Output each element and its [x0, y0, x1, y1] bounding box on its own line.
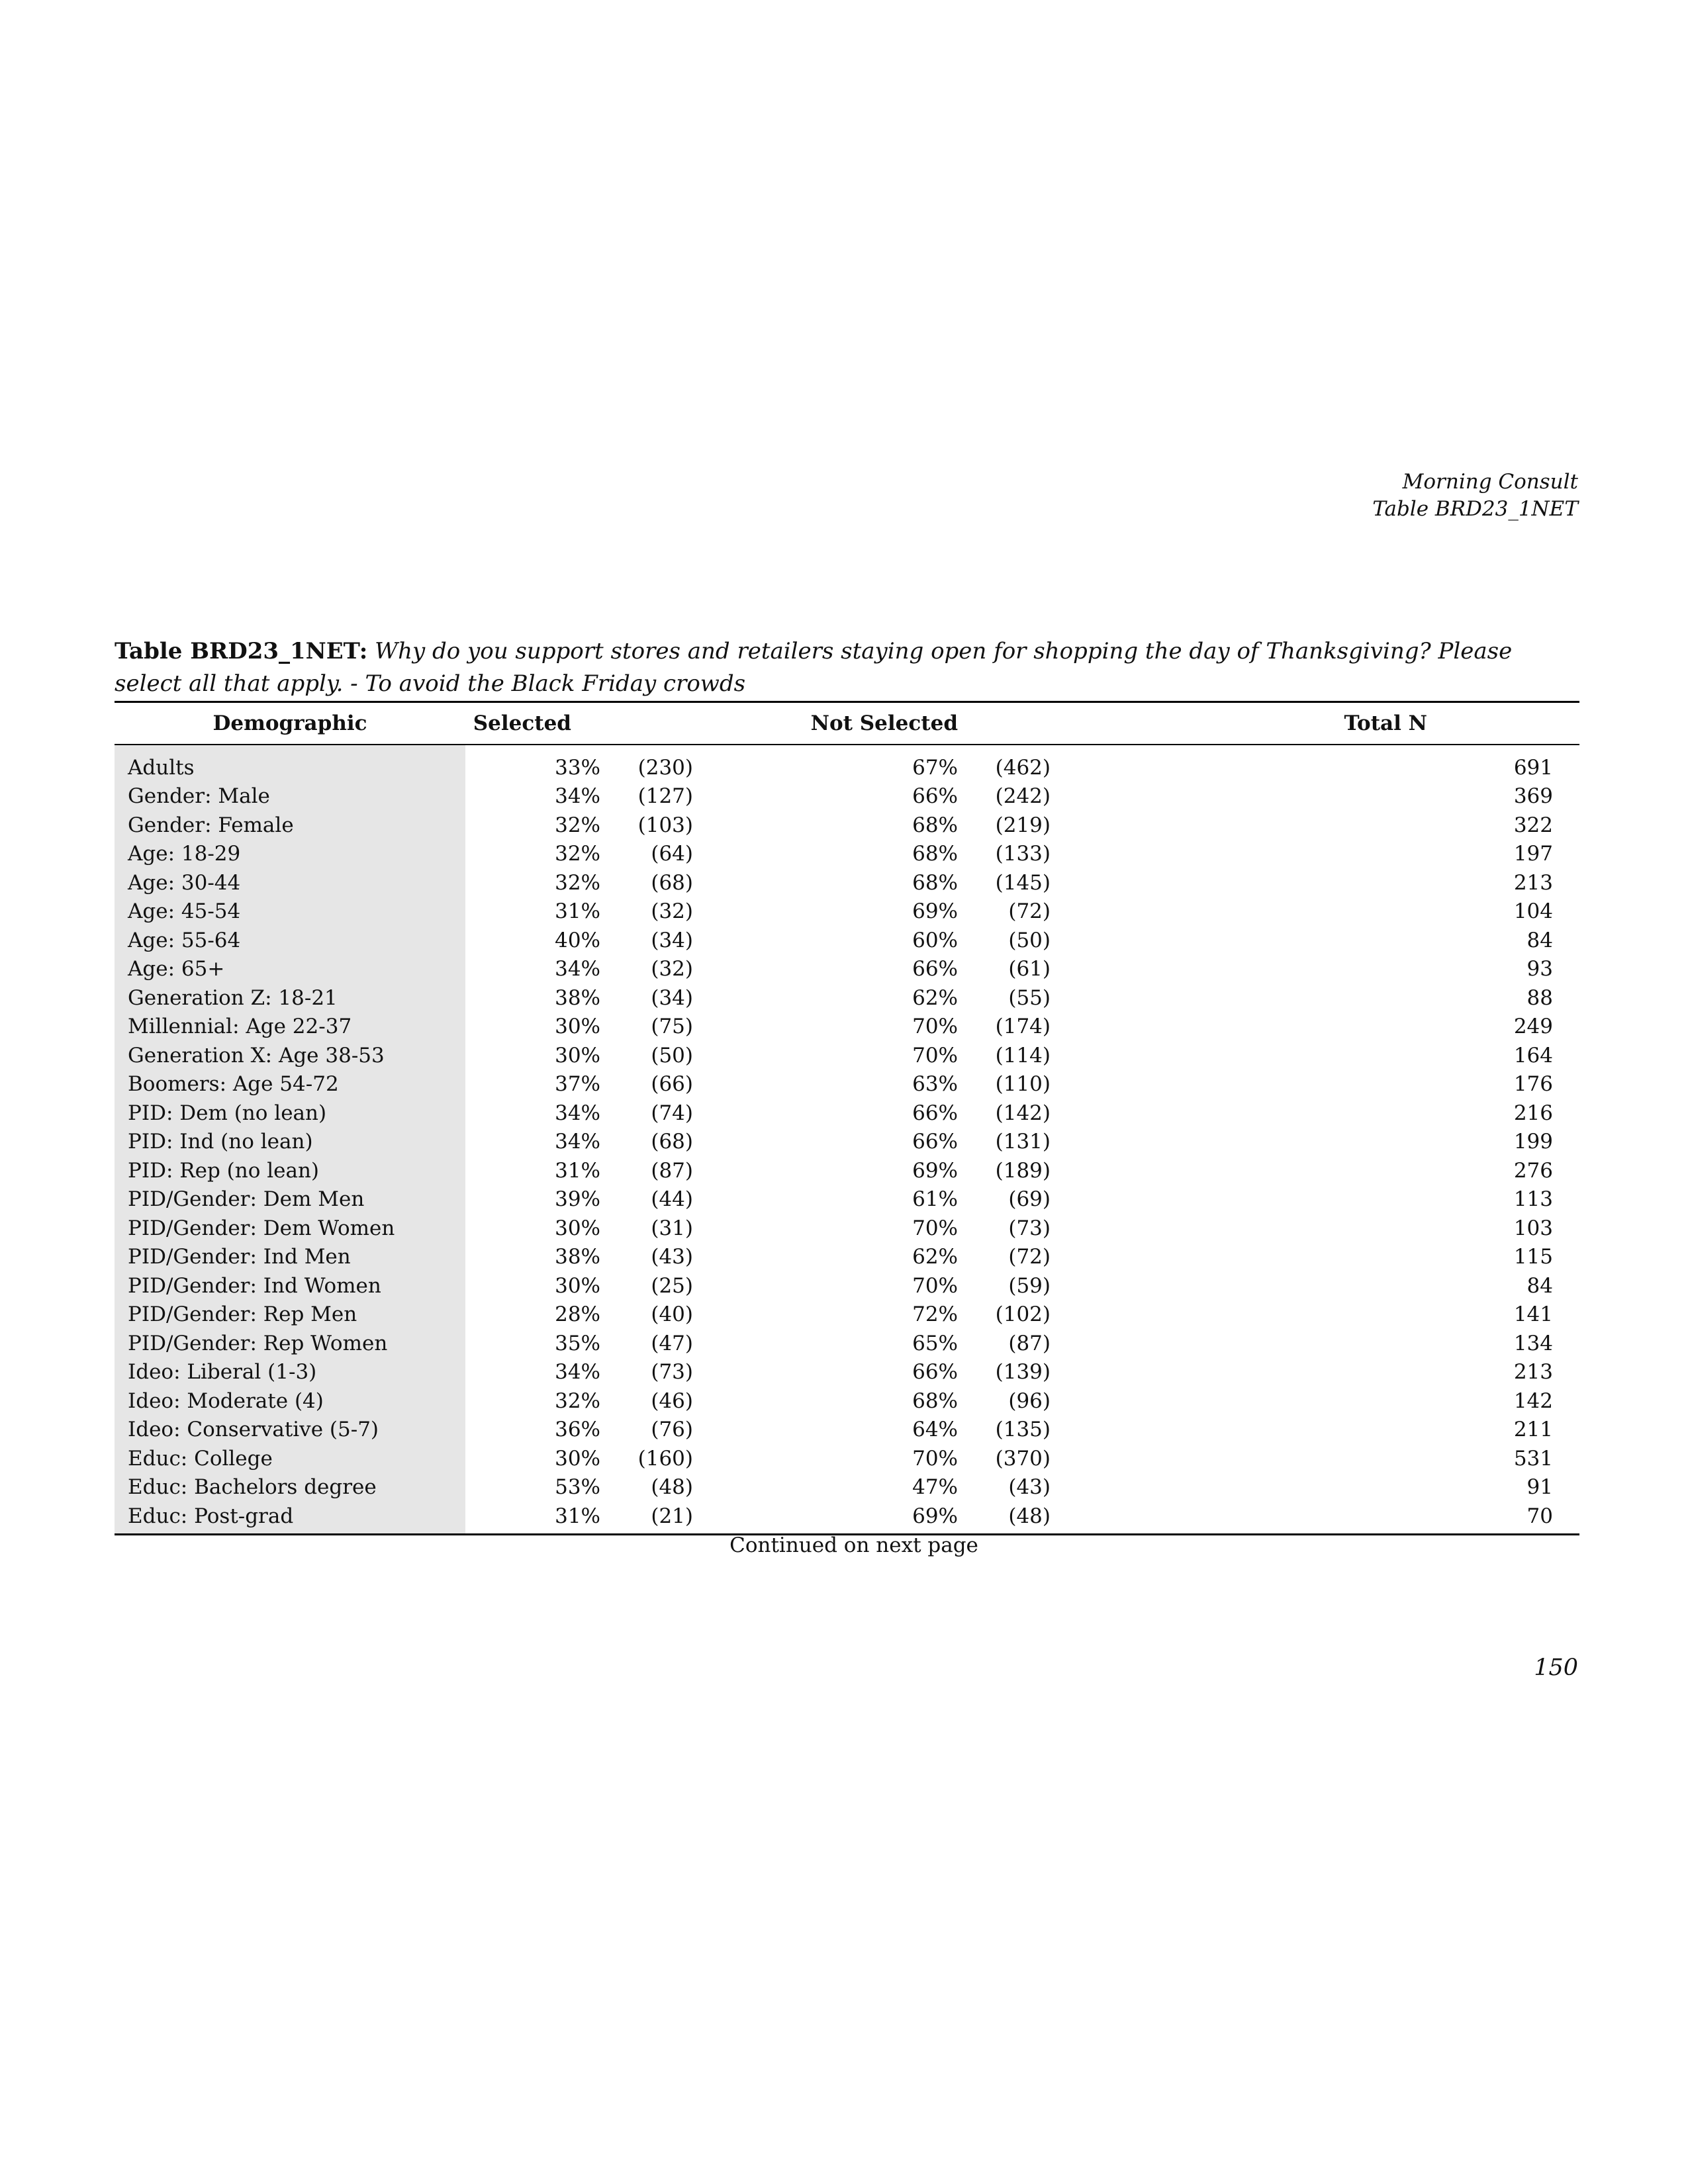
table-row: [115, 1502, 1579, 1534]
row-total-n: 369: [1513, 784, 1553, 809]
row-total-n: 691: [1513, 755, 1553, 780]
table-row: [115, 1128, 1579, 1157]
row-selected-n: (230): [637, 755, 693, 780]
row-spacer: [465, 840, 475, 869]
row-not-selected-pct: 68%: [912, 842, 958, 866]
row-demographic: Age: 45-54: [115, 897, 465, 927]
row-selected-n: (44): [651, 1187, 693, 1212]
row-not-selected-pct: 64%: [912, 1418, 958, 1442]
crosstab-table: [115, 701, 1579, 1535]
row-spacer: [465, 1041, 475, 1070]
row-demographic: PID: Dem (no lean): [115, 1099, 465, 1128]
col-header-total-n: Total N: [1051, 702, 1579, 745]
row-not-selected-n: (59): [1008, 1273, 1051, 1298]
row-selected-pct: 38%: [555, 985, 600, 1010]
row-not-selected-n: (69): [1008, 1187, 1051, 1212]
row-selected-n: (103): [637, 813, 693, 837]
row-selected-n: (46): [651, 1388, 693, 1413]
row-selected-pct: 32%: [555, 1388, 600, 1413]
row-selected-pct: 38%: [555, 1245, 600, 1269]
row-selected-pct: 30%: [555, 1015, 600, 1039]
row-spacer: [465, 868, 475, 897]
row-demographic: PID/Gender: Dem Women: [115, 1214, 465, 1243]
row-total-n: 134: [1513, 1331, 1553, 1355]
row-selected-n: (74): [651, 1101, 693, 1125]
row-selected-pct: 40%: [555, 928, 600, 952]
row-selected-pct: 31%: [555, 1158, 600, 1183]
row-not-selected-pct: 69%: [693, 1502, 958, 1534]
row-selected-pct: 34%: [555, 1101, 600, 1125]
row-not-selected-pct: 60%: [912, 928, 958, 952]
row-selected-n: (87): [651, 1158, 693, 1183]
table-row: [115, 868, 1579, 897]
table-row: [115, 1243, 1579, 1272]
row-demographic: PID/Gender: Rep Men: [115, 1300, 465, 1330]
row-not-selected-pct: 66%: [912, 1130, 958, 1154]
row-selected-n: (34): [651, 928, 693, 952]
continued-note: Continued on next page: [729, 1533, 978, 1557]
row-selected-pct: 33%: [555, 755, 600, 780]
row-selected-n: (73): [651, 1360, 693, 1385]
row-demographic: Ideo: Conservative (5-7): [115, 1416, 465, 1445]
row-not-selected-pct: 70%: [912, 1446, 958, 1471]
row-spacer: [465, 1329, 475, 1358]
page-number: 150: [1534, 1655, 1578, 1681]
row-selected-n: (76): [651, 1418, 693, 1442]
row-not-selected-n: (110): [995, 1072, 1051, 1097]
table-row: [115, 1358, 1579, 1387]
row-not-selected-pct: 70%: [912, 1216, 958, 1240]
table-row: [115, 1013, 1579, 1042]
row-not-selected-n: (114): [995, 1043, 1051, 1068]
row-demographic: Boomers: Age 54-72: [115, 1070, 465, 1099]
row-selected-pct: 30%: [555, 1446, 600, 1471]
row-selected-n: (32): [651, 899, 693, 924]
row-total-n: 88: [1526, 985, 1553, 1010]
row-not-selected-n: (96): [1008, 1388, 1051, 1413]
row-selected-pct: 31%: [475, 1502, 600, 1534]
row-not-selected-pct: 70%: [912, 1043, 958, 1068]
row-not-selected-pct: 61%: [912, 1187, 958, 1212]
row-not-selected-pct: 47%: [912, 1475, 958, 1500]
row-not-selected-n: (50): [1008, 928, 1051, 952]
row-not-selected-n: (142): [995, 1101, 1051, 1125]
row-total-n: 322: [1513, 813, 1553, 837]
row-demographic: Adults: [115, 745, 465, 782]
row-selected-pct: 34%: [555, 1360, 600, 1385]
row-not-selected-pct: 68%: [912, 813, 958, 837]
row-demographic: Educ: Bachelors degree: [115, 1473, 465, 1502]
row-spacer: [465, 1243, 475, 1272]
row-spacer: [465, 1185, 475, 1214]
row-selected-pct: 32%: [555, 813, 600, 837]
row-total-n: 213: [1513, 870, 1553, 895]
row-total-n: 103: [1513, 1216, 1553, 1240]
row-total-n: 115: [1513, 1245, 1553, 1269]
row-not-selected-n: (102): [995, 1302, 1051, 1327]
row-demographic: PID/Gender: Ind Men: [115, 1243, 465, 1272]
row-spacer: [465, 897, 475, 927]
row-not-selected-n: (73): [1008, 1216, 1051, 1240]
caption-question: Why do you support stores and retailers staying open for shopping the day of Thanksgiving? Please select all that apply. - To avoid the Black Friday crowds: [115, 638, 1513, 697]
row-spacer: [465, 955, 475, 984]
table-row: [115, 1387, 1579, 1416]
row-demographic: Gender: Female: [115, 811, 465, 840]
row-not-selected-n: (48): [958, 1502, 1051, 1534]
row-not-selected-n: (139): [995, 1360, 1051, 1385]
row-not-selected-pct: 62%: [912, 985, 958, 1010]
row-not-selected-n: (135): [995, 1418, 1051, 1442]
row-spacer: [465, 811, 475, 840]
row-demographic: Age: 18-29: [115, 840, 465, 869]
row-not-selected-pct: 66%: [912, 1101, 958, 1125]
row-not-selected-n: (370): [995, 1446, 1051, 1471]
row-not-selected-pct: 63%: [912, 1072, 958, 1097]
col-header-demographic: Demographic: [115, 702, 465, 745]
row-demographic: PID/Gender: Dem Men: [115, 1185, 465, 1214]
row-not-selected-n: (219): [995, 813, 1051, 837]
row-selected-pct: 32%: [555, 870, 600, 895]
row-total-n: 93: [1526, 957, 1553, 981]
row-demographic: PID: Ind (no lean): [115, 1128, 465, 1157]
row-selected-pct: 39%: [555, 1187, 600, 1212]
row-selected-n: (21): [600, 1502, 693, 1534]
row-demographic: PID/Gender: Rep Women: [115, 1329, 465, 1358]
table-row: [115, 840, 1579, 869]
row-selected-n: (68): [651, 870, 693, 895]
row-selected-pct: 28%: [555, 1302, 600, 1327]
row-total-n: 249: [1513, 1015, 1553, 1039]
row-not-selected-n: (72): [1008, 899, 1051, 924]
row-total-n: 276: [1513, 1158, 1553, 1183]
table-row: [115, 1214, 1579, 1243]
row-selected-n: (127): [637, 784, 693, 809]
row-selected-n: (64): [651, 842, 693, 866]
row-selected-n: (43): [651, 1245, 693, 1269]
row-not-selected-pct: 70%: [912, 1015, 958, 1039]
row-selected-pct: 32%: [555, 842, 600, 866]
row-spacer: [465, 745, 475, 782]
table-caption: [115, 635, 1579, 700]
row-demographic: PID: Rep (no lean): [115, 1156, 465, 1185]
row-total-n: 142: [1513, 1388, 1553, 1413]
row-spacer: [465, 1099, 475, 1128]
table-row: [115, 1329, 1579, 1358]
row-demographic: Educ: College: [115, 1444, 465, 1473]
table-row: [115, 1185, 1579, 1214]
row-spacer: [465, 1444, 475, 1473]
row-spacer: [465, 1271, 475, 1300]
row-not-selected-pct: 68%: [912, 870, 958, 895]
row-spacer: [465, 782, 475, 811]
row-spacer: [465, 983, 475, 1013]
row-selected-n: (48): [651, 1475, 693, 1500]
row-total-n: 164: [1513, 1043, 1553, 1068]
row-total-n: 199: [1513, 1130, 1553, 1154]
row-spacer: [465, 1473, 475, 1502]
row-spacer: [465, 1156, 475, 1185]
row-demographic: Generation X: Age 38-53: [115, 1041, 465, 1070]
row-not-selected-n: (133): [995, 842, 1051, 866]
row-selected-n: (75): [651, 1015, 693, 1039]
row-total-n: 216: [1513, 1101, 1553, 1125]
table-row: [115, 983, 1579, 1013]
row-spacer: [465, 1358, 475, 1387]
row-not-selected-n: (145): [995, 870, 1051, 895]
row-demographic: Gender: Male: [115, 782, 465, 811]
table-row: [115, 926, 1579, 955]
row-demographic: Age: 55-64: [115, 926, 465, 955]
row-demographic: Educ: Post-grad: [115, 1502, 465, 1534]
row-total-n: 104: [1513, 899, 1553, 924]
table-row: [115, 1416, 1579, 1445]
table-row: [115, 1444, 1579, 1473]
row-not-selected-pct: 62%: [912, 1245, 958, 1269]
row-demographic: Ideo: Liberal (1-3): [115, 1358, 465, 1387]
row-total-n: 531: [1513, 1446, 1553, 1471]
row-selected-n: (50): [651, 1043, 693, 1068]
table-row: [115, 811, 1579, 840]
row-total-n: 113: [1513, 1187, 1553, 1212]
running-header: [1115, 469, 1578, 523]
row-spacer: [465, 926, 475, 955]
row-selected-pct: 34%: [555, 784, 600, 809]
row-selected-n: (32): [651, 957, 693, 981]
table-row: [115, 1041, 1579, 1070]
row-not-selected-n: (174): [995, 1015, 1051, 1039]
row-spacer: [465, 1300, 475, 1330]
row-spacer: [465, 1128, 475, 1157]
row-spacer: [465, 1387, 475, 1416]
row-not-selected-n: (87): [1008, 1331, 1051, 1355]
row-selected-n: (160): [637, 1446, 693, 1471]
table-body: [115, 745, 1579, 1534]
row-selected-n: (40): [651, 1302, 693, 1327]
row-demographic: PID/Gender: Ind Women: [115, 1271, 465, 1300]
header-table-ref: Table BRD23_1NET: [1372, 497, 1578, 521]
row-not-selected-n: (55): [1008, 985, 1051, 1010]
table-row: [115, 1099, 1579, 1128]
row-not-selected-pct: 65%: [912, 1331, 958, 1355]
row-selected-pct: 34%: [555, 1130, 600, 1154]
row-total-n: 70: [1051, 1502, 1579, 1534]
row-demographic: Generation Z: 18-21: [115, 983, 465, 1013]
row-spacer: [465, 1013, 475, 1042]
table-row: [115, 782, 1579, 811]
row-not-selected-n: (61): [1008, 957, 1051, 981]
row-not-selected-pct: 68%: [912, 1388, 958, 1413]
col-header-not-selected: Not Selected: [693, 702, 1051, 745]
table-row: [115, 1156, 1579, 1185]
row-demographic: Age: 65+: [115, 955, 465, 984]
header-org: Morning Consult: [1402, 470, 1578, 494]
row-selected-pct: 30%: [555, 1043, 600, 1068]
table-row: [115, 1070, 1579, 1099]
table-row: [115, 1300, 1579, 1330]
row-selected-n: (25): [651, 1273, 693, 1298]
row-selected-pct: 53%: [555, 1475, 600, 1500]
row-spacer: [465, 1502, 475, 1534]
row-demographic: Ideo: Moderate (4): [115, 1387, 465, 1416]
row-not-selected-n: (43): [1008, 1475, 1051, 1500]
row-not-selected-pct: 66%: [912, 1360, 958, 1385]
row-selected-pct: 36%: [555, 1418, 600, 1442]
row-not-selected-n: (462): [995, 755, 1051, 780]
row-not-selected-n: (72): [1008, 1245, 1051, 1269]
row-total-n: 91: [1526, 1475, 1553, 1500]
col-header-selected: Selected: [465, 702, 693, 745]
row-selected-n: (31): [651, 1216, 693, 1240]
row-not-selected-n: (242): [995, 784, 1051, 809]
row-not-selected-n: (189): [995, 1158, 1051, 1183]
table-header-row: [115, 702, 1579, 745]
row-spacer: [465, 1070, 475, 1099]
row-selected-pct: 35%: [555, 1331, 600, 1355]
row-total-n: 176: [1513, 1072, 1553, 1097]
row-total-n: 84: [1526, 1273, 1553, 1298]
row-not-selected-pct: 69%: [912, 1158, 958, 1183]
row-selected-n: (68): [651, 1130, 693, 1154]
row-demographic: Millennial: Age 22-37: [115, 1013, 465, 1042]
row-selected-pct: 37%: [555, 1072, 600, 1097]
caption-label: Table BRD23_1NET:: [115, 638, 368, 664]
row-not-selected-pct: 66%: [912, 784, 958, 809]
row-not-selected-n: (131): [995, 1130, 1051, 1154]
row-total-n: 141: [1513, 1302, 1553, 1327]
table-row: [115, 897, 1579, 927]
row-selected-n: (47): [651, 1331, 693, 1355]
row-selected-n: (34): [651, 985, 693, 1010]
row-selected-pct: 30%: [555, 1216, 600, 1240]
row-selected-pct: 34%: [555, 957, 600, 981]
row-not-selected-pct: 69%: [912, 899, 958, 924]
row-not-selected-pct: 70%: [912, 1273, 958, 1298]
row-demographic: Age: 30-44: [115, 868, 465, 897]
row-total-n: 84: [1526, 928, 1553, 952]
row-total-n: 211: [1513, 1418, 1553, 1442]
table-row: [115, 1473, 1579, 1502]
row-selected-n: (66): [651, 1072, 693, 1097]
table-row: [115, 955, 1579, 984]
row-not-selected-pct: 67%: [912, 755, 958, 780]
row-not-selected-pct: 66%: [912, 957, 958, 981]
row-total-n: 197: [1513, 842, 1553, 866]
row-not-selected-pct: 72%: [912, 1302, 958, 1327]
row-selected-pct: 31%: [555, 899, 600, 924]
table-row: [115, 1271, 1579, 1300]
table-row: [115, 745, 1579, 782]
row-total-n: 213: [1513, 1360, 1553, 1385]
row-selected-pct: 30%: [555, 1273, 600, 1298]
row-spacer: [465, 1214, 475, 1243]
row-spacer: [465, 1416, 475, 1445]
